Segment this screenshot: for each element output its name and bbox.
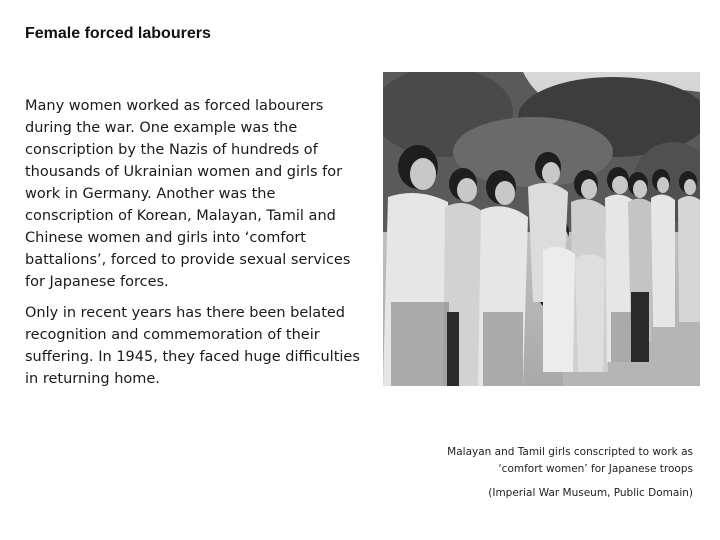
body-paragraph-1: Many women worked as forced labourers during the war. One example was the conscription by the Nazis of hundreds of thousands of Ukrainian women and girls for work in Germany. Another was the conscription of Korean, Malayan, Tamil and Chinese women and girls into ‘comfort battalions’, forced to provide sexual services for Japanese forces.	[25, 98, 351, 290]
slide-title: Female forced labourers	[25, 25, 211, 42]
photo-illustration	[383, 72, 700, 386]
photo-caption	[393, 444, 693, 478]
caption-line-1: Malayan and Tamil girls conscripted to work as	[447, 446, 693, 458]
photo-credit: (Imperial War Museum, Public Domain)	[488, 487, 693, 499]
historical-photo	[383, 72, 700, 386]
body-paragraph-2: Only in recent years has there been belated recognition and commemoration of their suffering. In 1945, they faced huge difficulties in returning home.	[25, 305, 360, 387]
caption-line-2: ‘comfort women’ for Japanese troops	[498, 463, 693, 475]
